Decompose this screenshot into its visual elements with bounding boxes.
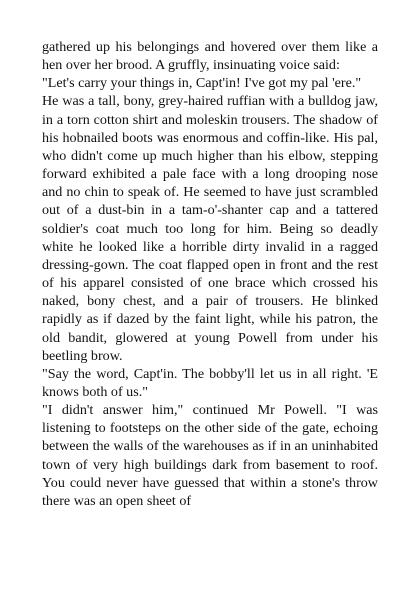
paragraph-3: He was a tall, bony, grey-haired ruffian with a bulldog jaw, in a torn cotton shirt and moleskin trousers. The shadow of his hobnailed boots was enormous and coffin-like. His pal, who didn't come up much higher than his elbow, stepping forward exhibited a pale face with a long drooping nose and no chin to speak of. He seemed to have just scrambled out of a dust-bin in a tam-o'-shanter cap and a tattered soldier's coat much too long for him. Being so deadly white he looked like a horrible dirty invalid in a ragged dressing-gown. The coat flapped open in front and the rest of his apparel consisted of one brace which crossed his naked, bony chest, and a pair of trousers. He blinked rapidly as if dazed by the faint light, while his patron, the old bandit, glowered at young Powell from under his beetling brow. <box>42 93 378 364</box>
document-body <box>42 38 378 510</box>
paragraph-2: "Let's carry your things in, Capt'in! I've got my pal 'ere." <box>42 75 362 92</box>
paragraph-1: gathered up his belongings and hovered over them like a hen over her brood. A gruffly, insinuating voice said: <box>42 39 378 74</box>
paragraph-4: "Say the word, Capt'in. The bobby'll let us in all right. 'E knows both of us." <box>42 365 378 400</box>
paragraph-5: "I didn't answer him," continued Mr Powell. "I was listening to footsteps on the other side of the gate, echoing between the walls of the warehouses as if in an uninhabited town of very high buildings dark from basement to roof. You could never have guessed that within a stone's throw there was an open sheet of <box>42 402 378 509</box>
